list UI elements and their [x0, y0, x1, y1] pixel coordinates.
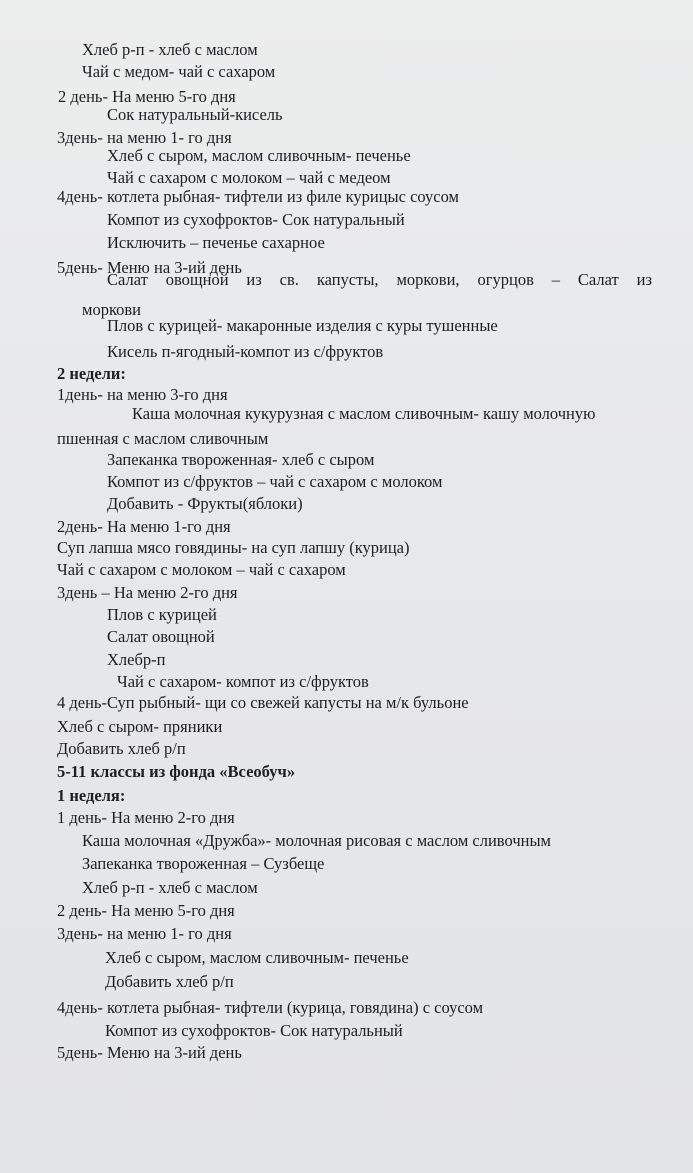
text-line: Салат овощной из св. капусты, моркови, огурцов – Салат из [107, 270, 652, 289]
text-line: Хлебр-п [107, 650, 166, 669]
text-line: Чай с сахаром- компот из с/фруктов [117, 672, 369, 691]
text-line: Запеканка твороженная – Сузбеще [82, 854, 325, 873]
text-line: Кисель п-ягодный-компот из с/фруктов [107, 342, 384, 361]
text-line: 5день- Меню на 3-ий день [57, 1043, 242, 1062]
text-line: 3день – На меню 2-го дня [57, 583, 238, 602]
text-line: Хлеб с сыром- пряники [57, 717, 223, 736]
text-line: Салат овощной [107, 627, 215, 646]
text-line: Чай с сахаром с молоком – чай с медеом [107, 168, 391, 187]
section-heading: 1 неделя: [57, 786, 126, 805]
text-line: Добавить - Фрукты(яблоки) [107, 494, 303, 513]
text-line: 3день- на меню 1- го дня [57, 128, 232, 147]
text-line: Добавить хлеб р/п [57, 739, 186, 758]
text-line: моркови [82, 300, 141, 319]
text-line: 2день- На меню 1-го дня [57, 517, 231, 536]
text-line: 4 день-Суп рыбный- щи со свежей капусты на м/к бульоне [57, 693, 469, 712]
section-heading: 5-11 классы из фонда «Всеобуч» [57, 762, 296, 781]
text-line: Каша молочная «Дружба»- молочная рисовая с маслом сливочным [82, 831, 551, 850]
text-line: 4день- котлета рыбная- тифтели из филе курицыс соусом [57, 187, 459, 206]
text-line: Хлеб р-п - хлеб с маслом [82, 878, 258, 897]
text-line: Компот из с/фруктов – чай с сахаром с молоком [107, 472, 443, 491]
text-line: Компот из сухофроктов- Сок натуральный [105, 1021, 403, 1040]
text-line: Исключить – печенье сахарное [107, 233, 325, 252]
section-heading: 2 недели: [57, 364, 126, 383]
text-line: Плов с курицей- макаронные изделия с куры тушенные [107, 316, 498, 335]
text-line: Компот из сухофроктов- Сок натуральный [107, 210, 405, 229]
text-line: Хлеб с сыром, маслом сливочным- печенье [107, 146, 411, 165]
text-line: 2 день- На меню 5-го дня [57, 901, 235, 920]
text-line: Чай с сахаром с молоком – чай с сахаром [57, 560, 346, 579]
text-line: Каша молочная кукурузная с маслом сливочным- кашу молочную [132, 404, 596, 423]
text-line: 4день- котлета рыбная- тифтели (курица, говядина) с соусом [57, 998, 484, 1017]
text-line: Запеканка твороженная- хлеб с сыром [107, 450, 375, 469]
text-line: 1 день- На меню 2-го дня [57, 808, 235, 827]
text-line: Суп лапша мясо говядины- на суп лапшу (курица) [57, 538, 410, 557]
text-line: Добавить хлеб р/п [105, 972, 234, 991]
text-line: пшенная с маслом сливочным [57, 429, 269, 448]
text-line: Плов с курицей [107, 605, 217, 624]
text-line: 5день- Меню на 3-ий день [57, 258, 242, 277]
text-line: 2 день- На меню 5-го дня [58, 87, 236, 106]
text-line: Хлеб р-п - хлеб с маслом [82, 40, 258, 59]
text-line: Сок натуральный-кисель [107, 105, 283, 124]
text-line: Чай с медом- чай с сахаром [82, 62, 276, 81]
text-line: 1день- на меню 3-го дня [57, 385, 228, 404]
text-line: Хлеб с сыром, маслом сливочным- печенье [105, 948, 409, 967]
text-line: 3день- на меню 1- го дня [57, 924, 232, 943]
